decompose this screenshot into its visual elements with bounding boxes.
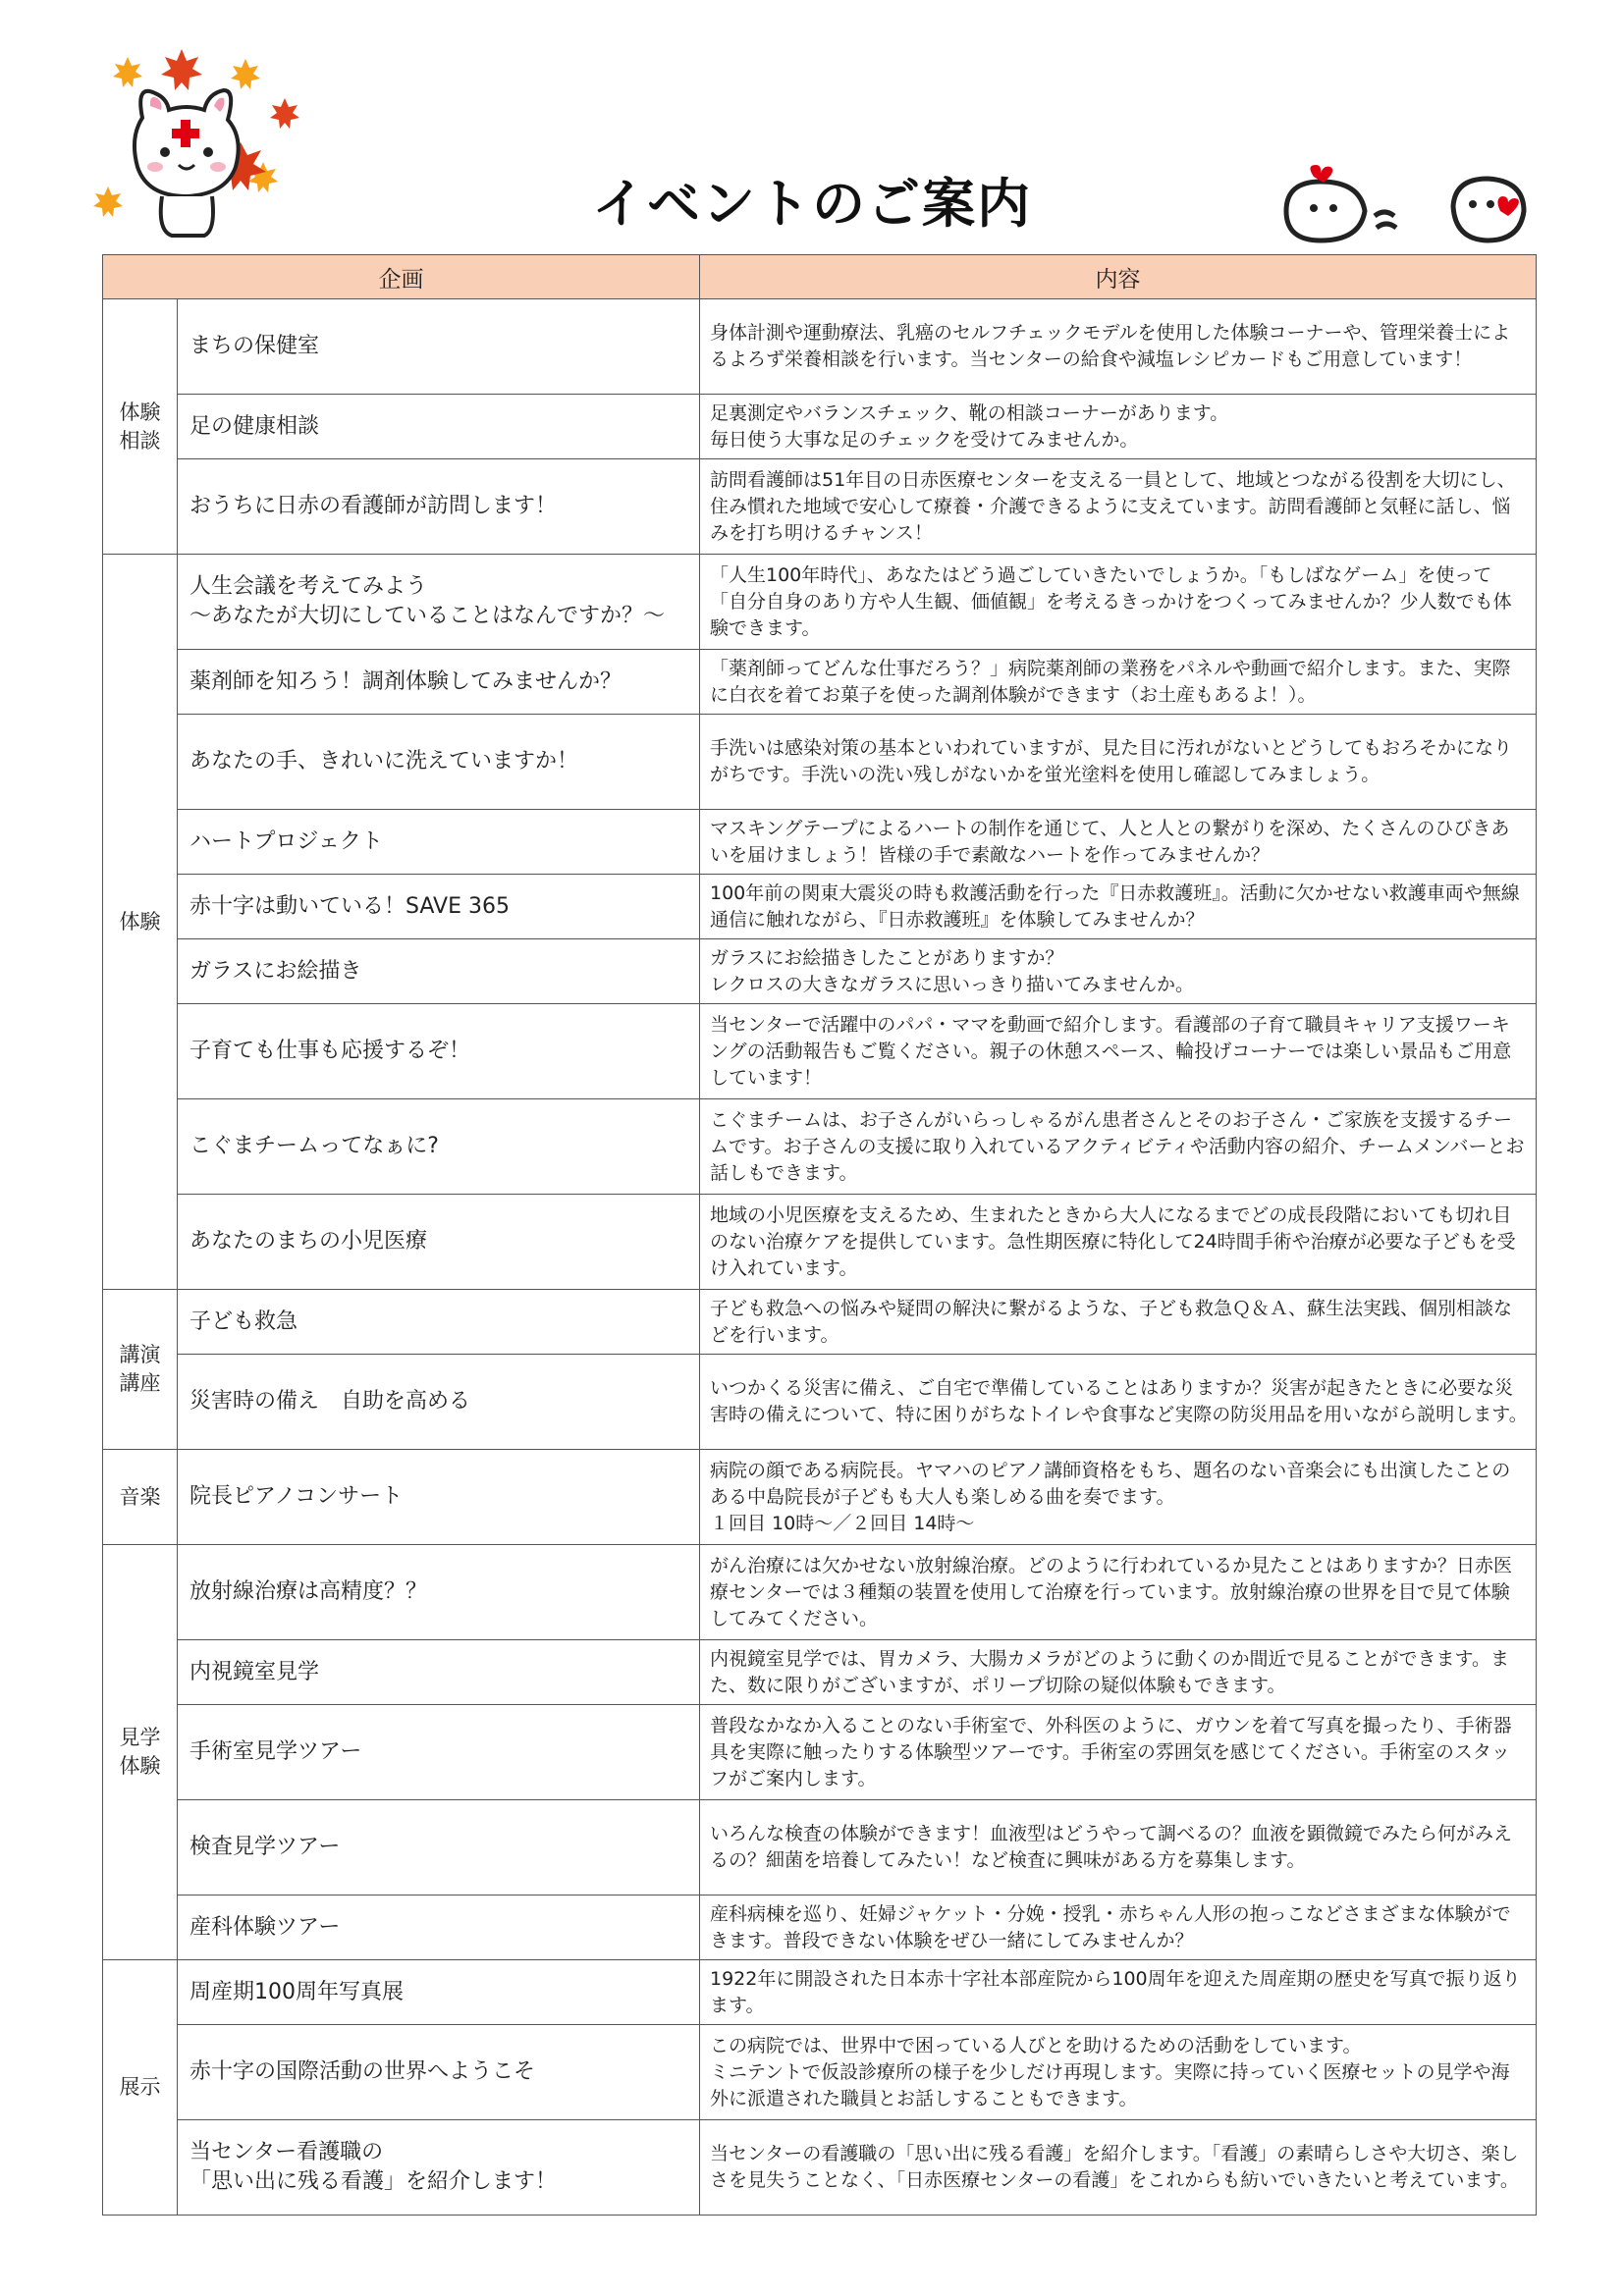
plan-cell: 赤十字の国際活動の世界へようこそ (178, 2025, 700, 2120)
content-cell: 「薬剤師ってどんな仕事だろう？」病院薬剤師の業務をパネルや動画で紹介します。また、実際に白衣を着てお菓子を使った調剤体験ができます（お土産もあるよ！）。 (700, 650, 1537, 715)
table-row (103, 1450, 1537, 1545)
plan-cell: 赤十字は動いている！SAVE 365 (178, 875, 700, 939)
events-table-body (103, 299, 1537, 2216)
category-label: 体験 (119, 909, 161, 934)
content-cell: 普段なかなか入ることのない手術室で、外科医のように、ガウンを着て写真を撮ったり、手術器具を実際に触ったりする体験型ツアーです。手術室の雰囲気を感じてください。手術室のスタッフがご案内します。 (700, 1705, 1537, 1800)
category-label: 講演講座 (119, 1343, 161, 1395)
table-row (103, 1195, 1537, 1290)
content-cell: 「人生100年時代」、あなたはどう過ごしていきたいでしょうか。「もしばなゲーム」を使って「自分自身のあり方や人生観、価値観」を考えるきっかけをつくってみませんか？少人数でも体験できます。 (700, 555, 1537, 650)
category-cell (103, 1545, 178, 1960)
category-cell (103, 1290, 178, 1450)
plan-cell: ガラスにお絵描き (178, 939, 700, 1004)
category-label: 音楽 (119, 1484, 161, 1509)
table-row (103, 2025, 1537, 2120)
table-row (103, 299, 1537, 395)
table-row (103, 1355, 1537, 1450)
table-row (103, 715, 1537, 810)
table-row (103, 1640, 1537, 1705)
plan-cell: ハートプロジェクト (178, 810, 700, 875)
events-table (102, 254, 1537, 2216)
plan-cell: 子育ても仕事も応援するぞ！ (178, 1004, 700, 1099)
table-row (103, 1705, 1537, 1800)
plan-cell: 災害時の備え 自助を高める (178, 1355, 700, 1450)
content-cell: 地域の小児医療を支えるため、生まれたときから大人になるまでどの成長段階においても切れ目のない治療ケアを提供しています。急性期医療に特化して24時間手術や治療が必要な子どもを受け入れています。 (700, 1195, 1537, 1290)
content-cell: 当センターで活躍中のパパ・ママを動画で紹介します。看護部の子育て職員キャリア支援ワーキングの活動報告もご覧ください。親子の休憩スペース、輪投げコーナーでは楽しい景品もご用意しています！ (700, 1004, 1537, 1099)
plan-cell: 人生会議を考えてみよう ～あなたが大切にしていることはなんですか？～ (178, 555, 700, 650)
content-cell: 訪問看護師は51年目の日赤医療センターを支える一員として、地域とつながる役割を大切にし、住み慣れた地域で安心して療養・介護できるように支えています。訪問看護師と気軽に話し、悩みを打ち明けるチャンス！ (700, 459, 1537, 555)
table-row (103, 1290, 1537, 1355)
table-row (103, 1004, 1537, 1099)
table-row (103, 1800, 1537, 1896)
table-row (103, 810, 1537, 875)
table-row (103, 1960, 1537, 2025)
content-cell: 病院の顔である病院長。ヤマハのピアノ講師資格をもち、題名のない音楽会にも出演したことのある中島院長が子どもも大人も楽しめる曲を奏でます。 １回目 10時～／２回目 14時～ (700, 1450, 1537, 1545)
page-title: イベントのご案内 (592, 173, 1032, 235)
category-label: 見学体験 (119, 1726, 161, 1778)
content-cell: マスキングテープによるハートの制作を通じて、人と人との繋がりを深め、たくさんのひびきあいを届けましょう！皆様の手で素敵なハートを作ってみませんか？ (700, 810, 1537, 875)
category-cell (103, 1450, 178, 1545)
plan-cell: 院長ピアノコンサート (178, 1450, 700, 1545)
content-cell: 産科病棟を巡り、妊婦ジャケット・分娩・授乳・赤ちゃん人形の抱っこなどさまざまな体験ができます。普段できない体験をぜひ一緒にしてみませんか？ (700, 1896, 1537, 1960)
table-row (103, 555, 1537, 650)
plan-cell: こぐまチームってなぁに? (178, 1099, 700, 1195)
content-cell: 当センターの看護職の「思い出に残る看護」を紹介します。「看護」の素晴らしさや大切さ、楽しさを見失うことなく、「日赤医療センターの看護」をこれからも紡いでいきたいと考えています。 (700, 2120, 1537, 2216)
table-row (103, 1099, 1537, 1195)
category-cell (103, 1960, 178, 2216)
column-header-plan: 企画 (103, 255, 700, 299)
plan-cell: 産科体験ツアー (178, 1896, 700, 1960)
plan-cell: 内視鏡室見学 (178, 1640, 700, 1705)
table-row (103, 459, 1537, 555)
table-row (103, 1545, 1537, 1640)
content-cell: ガラスにお絵描きしたことがありますか？ レクロスの大きなガラスに思いっきり描いてみませんか。 (700, 939, 1537, 1004)
plan-cell: 放射線治療は高精度？？ (178, 1545, 700, 1640)
content-cell: この病院では、世界中で困っている人びとを助けるための活動をしています。 ミニテントで仮設診療所の様子を少しだけ再現します。実際に持っていく医療セットの見学や海外に派遣された職員とお話しすることもできます。 (700, 2025, 1537, 2120)
content-cell: 100年前の関東大震災の時も救護活動を行った『日赤救護班』。活動に欠かせない救護車両や無線通信に触れながら、『日赤救護班』を体験してみませんか？ (700, 875, 1537, 939)
bird-icon (1286, 182, 1396, 240)
content-cell: がん治療には欠かせない放射線治療。どのように行われているか見たことはありますか？日赤医療センターでは３種類の装置を使用して治療を行っています。放射線治療の世界を目で見て体験してみてください。 (700, 1545, 1537, 1640)
table-row (103, 395, 1537, 459)
column-header-content: 内容 (700, 255, 1537, 299)
content-cell: 手洗いは感染対策の基本といわれていますが、見た目に汚れがないとどうしてもおろそかになりがちです。手洗いの洗い残しがないかを蛍光塗料を使用し確認してみましょう。 (700, 715, 1537, 810)
table-row (103, 1896, 1537, 1960)
content-cell: 足裏測定やバランスチェック、靴の相談コーナーがあります。 毎日使う大事な足のチェックを受けてみませんか。 (700, 395, 1537, 459)
category-cell (103, 555, 178, 1290)
birds-illustration (1267, 157, 1551, 255)
content-cell: いろんな検査の体験ができます！血液型はどうやって調べるの？血液を顕微鏡でみたら何がみえるの？細菌を培養してみたい！など検査に興味がある方を募集します。 (700, 1800, 1537, 1896)
content-cell: 身体計測や運動療法、乳癌のセルフチェックモデルを使用した体験コーナーや、管理栄養士によるよろず栄養相談を行います。当センターの給食や減塩レシピカードもご用意しています！ (700, 299, 1537, 395)
content-cell: こぐまチームは、お子さんがいらっしゃるがん患者さんとそのお子さん・ご家族を支援するチームです。お子さんの支援に取り入れているアクティビティや活動内容の紹介、チームメンバーとお話しもできます。 (700, 1099, 1537, 1195)
content-cell: 1922年に開設された日本赤十字社本部産院から100周年を迎えた周産期の歴史を写真で振り返ります。 (700, 1960, 1537, 2025)
plan-cell: あなたの手、きれいに洗えていますか！ (178, 715, 700, 810)
category-label: 展示 (119, 2075, 161, 2099)
plan-cell: おうちに日赤の看護師が訪問します！ (178, 459, 700, 555)
table-row (103, 2120, 1537, 2216)
category-label: 体験相談 (119, 400, 161, 453)
table-header-row (103, 255, 1537, 299)
content-cell: 内視鏡室見学では、胃カメラ、大腸カメラがどのように動くのか間近で見ることができます。また、数に限りがございますが、ポリープ切除の疑似体験もできます。 (700, 1640, 1537, 1705)
plan-cell: 薬剤師を知ろう！調剤体験してみませんか？ (178, 650, 700, 715)
plan-cell: 当センター看護職の 「思い出に残る看護」を紹介します！ (178, 2120, 700, 2216)
plan-cell: あなたのまちの小児医療 (178, 1195, 700, 1290)
table-row (103, 650, 1537, 715)
content-cell: 子ども救急への悩みや疑問の解決に繋がるような、子ども救急Ｑ＆Ａ、蘇生法実践、個別相談などを行います。 (700, 1290, 1537, 1355)
plan-cell: 子ども救急 (178, 1290, 700, 1355)
content-cell: いつかくる災害に備え、ご自宅で準備していることはありますか？災害が起きたときに必要な災害時の備えについて、特に困りがちなトイレや食事など実際の防災用品を用いながら説明します。 (700, 1355, 1537, 1450)
plan-cell: 足の健康相談 (178, 395, 700, 459)
table-row (103, 939, 1537, 1004)
table-row (103, 875, 1537, 939)
category-cell (103, 299, 178, 555)
plan-cell: 周産期100周年写真展 (178, 1960, 700, 2025)
plan-cell: 検査見学ツアー (178, 1800, 700, 1896)
plan-cell: まちの保健室 (178, 299, 700, 395)
plan-cell: 手術室見学ツアー (178, 1705, 700, 1800)
